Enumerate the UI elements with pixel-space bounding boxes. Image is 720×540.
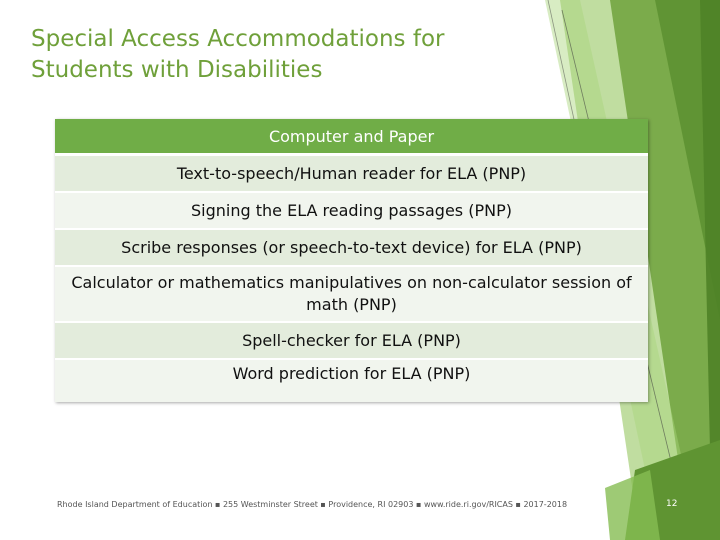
footer-text: Rhode Island Department of Education ▪ 255 Westminster Street ▪ Providence, RI 02903 ▪ www.ride.ri.gov/RICAS ▪ 2017-2018	[57, 500, 568, 509]
table-cell: Word prediction for ELA (PNP)	[55, 359, 648, 402]
table-cell: Scribe responses (or speech-to-text device) for ELA (PNP)	[55, 229, 648, 266]
table-row	[55, 229, 648, 266]
table-row	[55, 266, 648, 322]
table-row	[55, 155, 648, 193]
table-row	[55, 359, 648, 402]
slide-title-line-2: Students with Disabilities	[31, 57, 323, 83]
slide-title-line-1: Special Access Accommodations for	[31, 26, 445, 52]
table-cell: Signing the ELA reading passages (PNP)	[55, 192, 648, 229]
page-number: 12	[666, 499, 678, 509]
table-row	[55, 192, 648, 229]
table-cell: Text-to-speech/Human reader for ELA (PNP)	[55, 155, 648, 193]
accommodations-table	[55, 119, 648, 402]
table-header-row	[55, 119, 648, 155]
table-row	[55, 322, 648, 359]
slide-title	[31, 24, 531, 86]
table-cell: Spell-checker for ELA (PNP)	[55, 322, 648, 359]
table-header-cell: Computer and Paper	[55, 119, 648, 155]
table-cell: Calculator or mathematics manipulatives on non-calculator session of math (PNP)	[55, 266, 648, 322]
